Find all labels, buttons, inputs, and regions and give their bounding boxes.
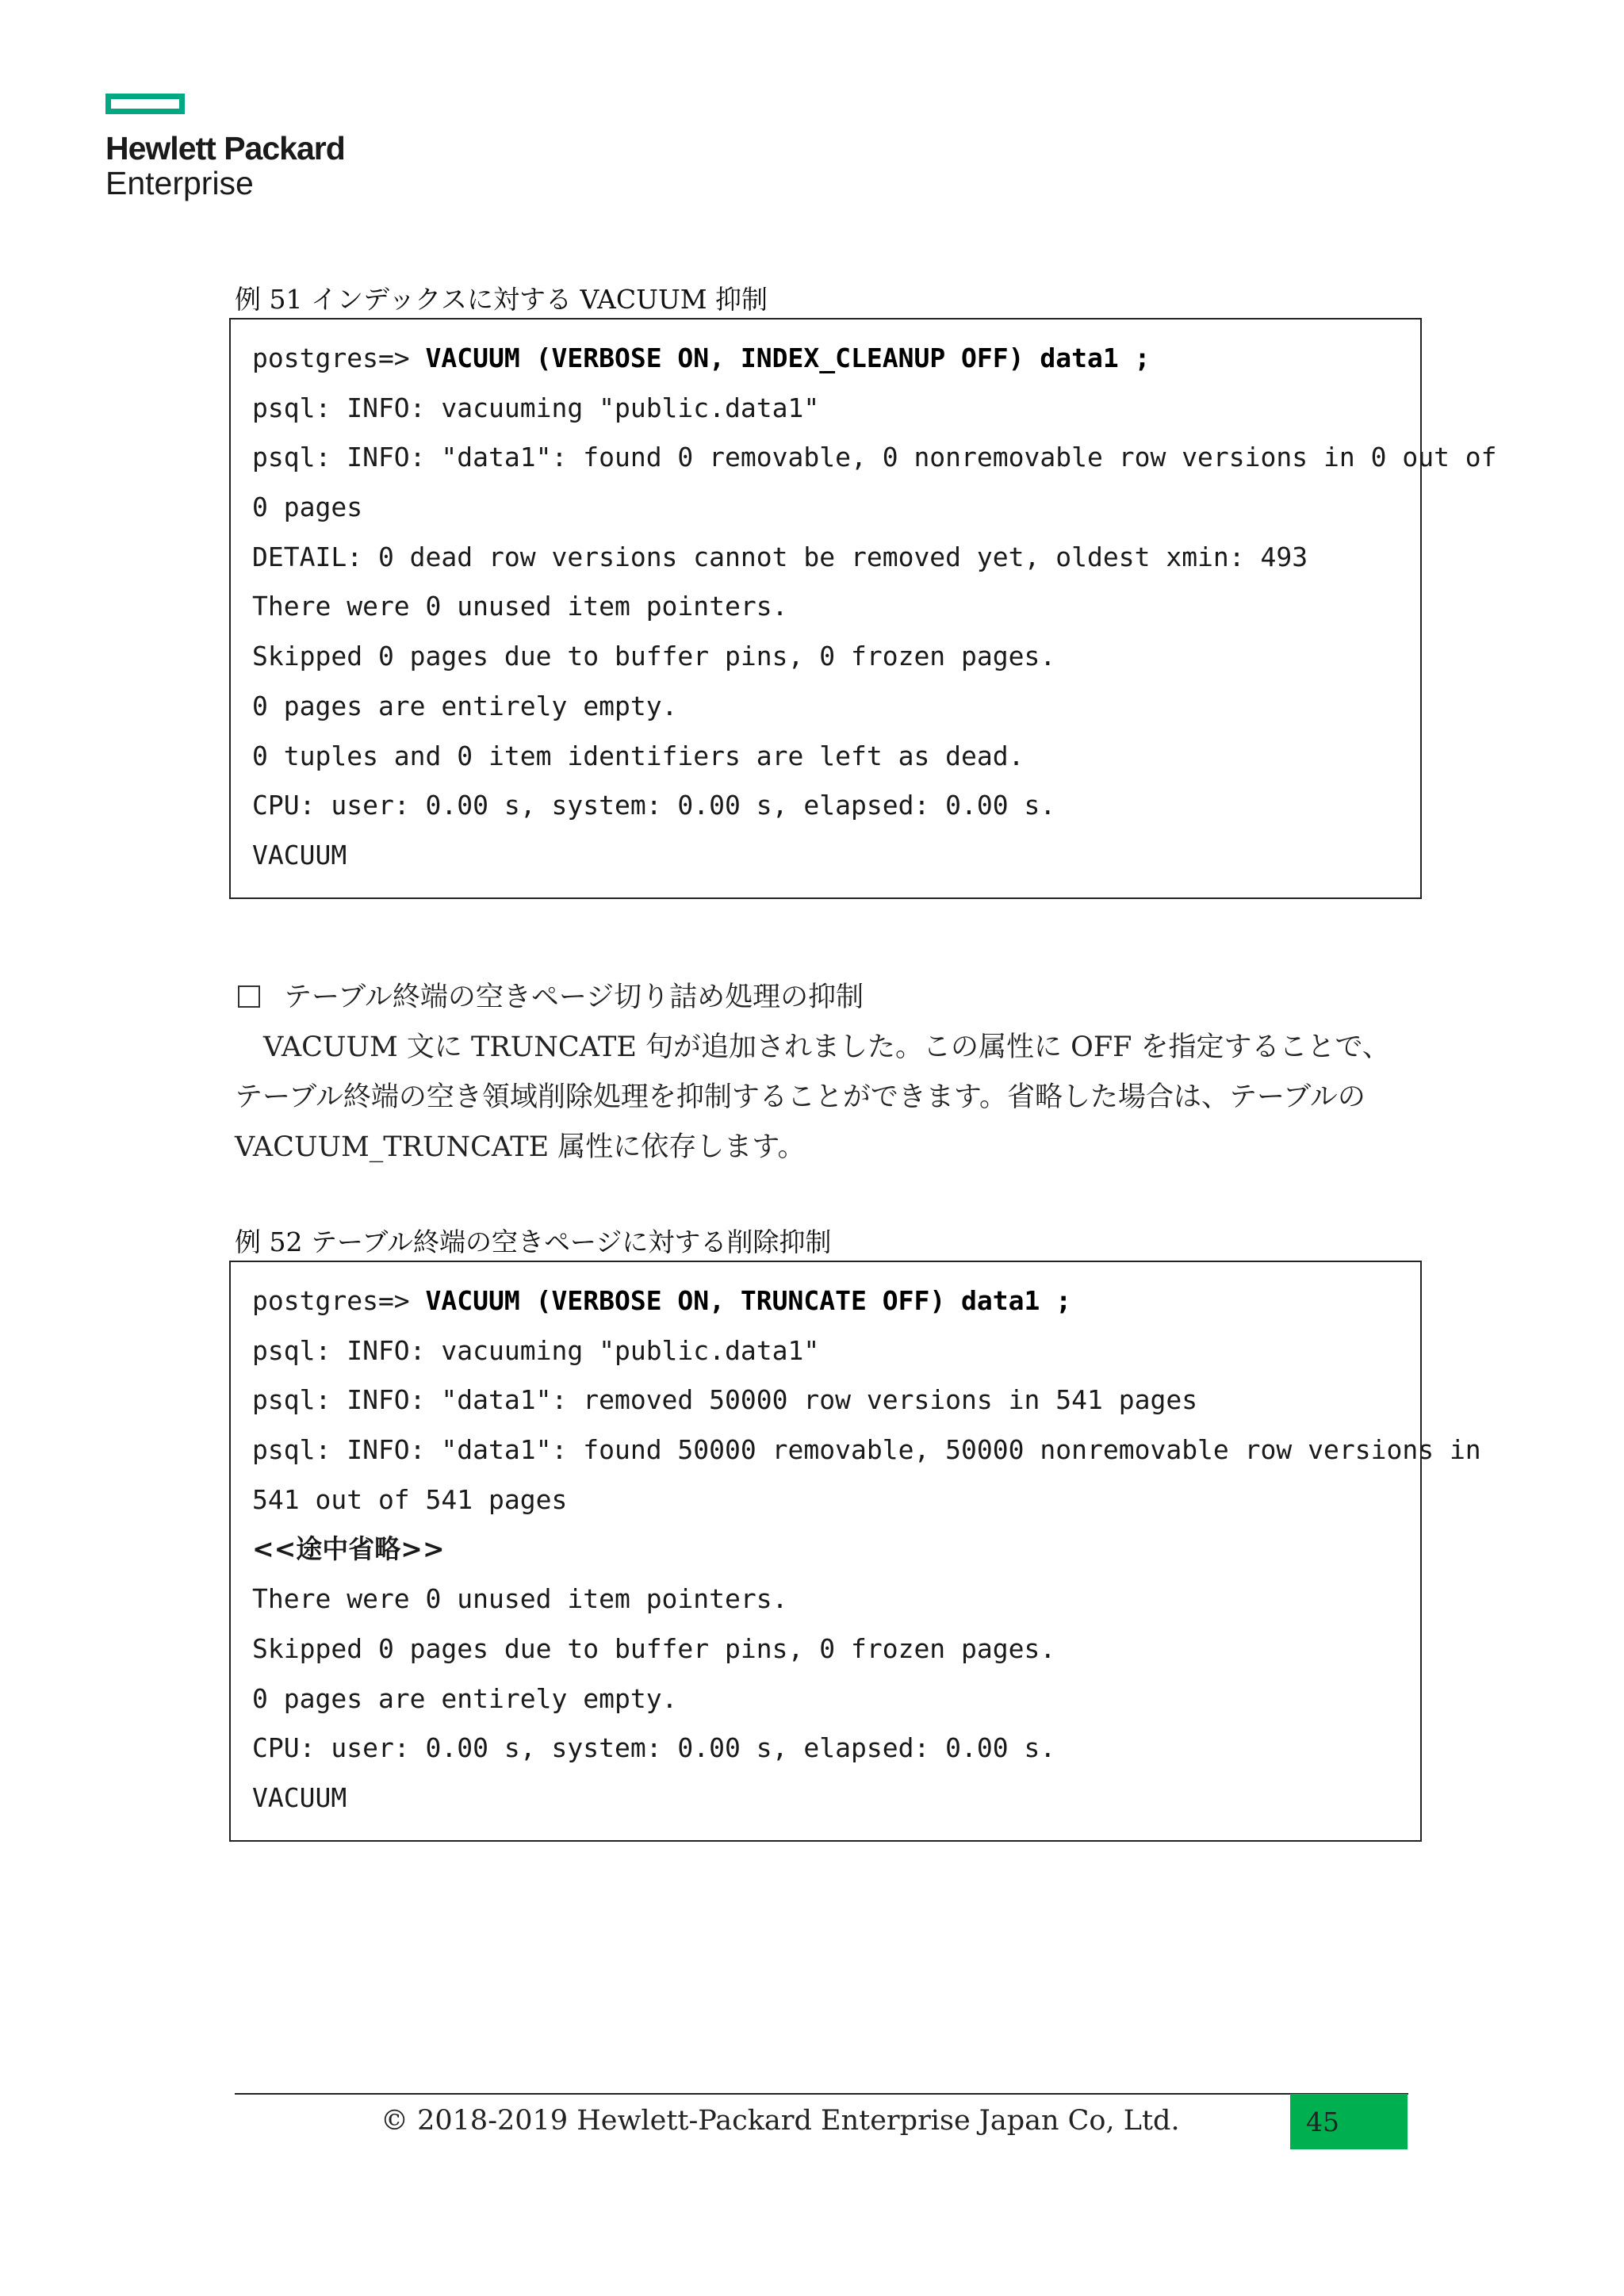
example-52-code-block [229,1261,1481,1842]
omitted-marker: <<途中省略>> [252,1533,445,1565]
example-51-caption: 例 51 インデックスに対する VACUUM 抑制 [235,284,768,315]
page-number: 45 [1306,2107,1339,2137]
footer-divider [235,2093,1408,2095]
paragraph-line: テーブル終端の空き領域削除処理を抑制することができます。省略した場合は、テーブルの [235,1081,1365,1113]
output-line: 0 tuples and 0 item identifiers are left as dead. [252,740,1025,771]
output-line: 0 pages are entirely empty. [252,1682,678,1714]
output-line: 0 pages [252,492,363,523]
output-line: CPU: user: 0.00 s, system: 0.00 s, elapsed: 0.00 s. [252,790,1056,821]
section-heading [238,975,864,1015]
output-line: CPU: user: 0.00 s, system: 0.00 s, elapsed: 0.00 s. [252,1732,1056,1764]
logo-text-line1: Hewlett Packard [105,130,345,166]
prompt: postgres=> [252,342,426,373]
output-line: Skipped 0 pages due to buffer pins, 0 frozen pages. [252,641,1056,672]
logo-bar-icon [105,94,185,114]
output-line: There were 0 unused item pointers. [252,591,788,622]
command-line [252,334,1420,384]
output-line: VACUUM [252,839,347,871]
checkbox-icon [238,985,260,1008]
output-line: psql: INFO: "data1": found 0 removable, 0 nonremovable row versions in 0 out of [252,442,1497,473]
output-line: psql: INFO: vacuuming "public.data1" [252,392,820,423]
prompt: postgres=> [252,1285,426,1316]
output-line: psql: INFO: vacuuming "public.data1" [252,1334,820,1366]
paragraph-line: VACUUM 文に TRUNCATE 句が追加されました。この属性に OFF を指定することで、 [263,1031,1390,1063]
command: VACUUM (VERBOSE ON, INDEX_CLEANUP OFF) data1 ; [425,342,1151,373]
command: VACUUM (VERBOSE ON, TRUNCATE OFF) data1 ; [425,1285,1072,1316]
output-line: DETAIL: 0 dead row versions cannot be removed yet, oldest xmin: 493 [252,541,1308,572]
command-line [252,1276,1420,1326]
output-line: 541 out of 541 pages [252,1483,568,1515]
paragraph-line: VACUUM_TRUNCATE 属性に依存します。 [235,1131,806,1163]
example-51-code-block [229,318,1497,899]
page-number-box [1290,2094,1408,2149]
output-line: psql: INFO: "data1": found 50000 removable, 50000 nonremovable row versions in [252,1434,1481,1466]
output-line: There were 0 unused item pointers. [252,1583,788,1615]
output-line: 0 pages are entirely empty. [252,690,678,721]
output-line: psql: INFO: "data1": removed 50000 row versions in 541 pages [252,1384,1198,1416]
logo-text-line2: Enterprise [105,165,254,201]
output-line: Skipped 0 pages due to buffer pins, 0 frozen pages. [252,1632,1056,1664]
footer-copyright: © 2018-2019 Hewlett-Packard Enterprise Japan Co, Ltd. [381,2105,1180,2137]
example-52-caption: 例 52 テーブル終端の空きページに対する削除抑制 [235,1226,832,1257]
output-line: VACUUM [252,1781,347,1813]
section-heading-text: テーブル終端の空きページ切り詰め処理の抑制 [284,982,864,1013]
